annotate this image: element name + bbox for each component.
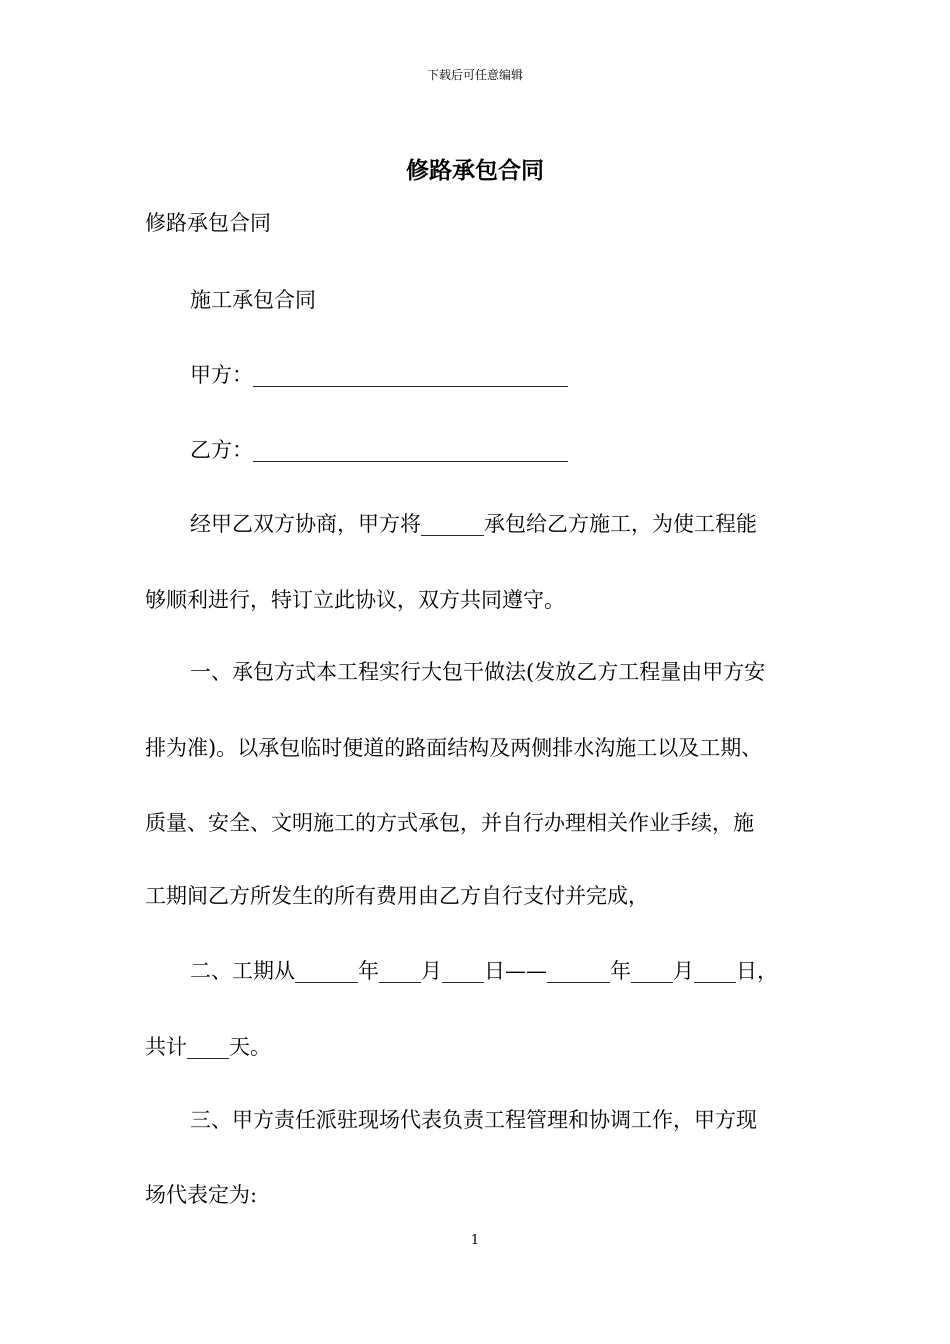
body-line: 工期间乙方所发生的所有费用由乙方自行支付并完成， <box>145 884 649 908</box>
document-title: 修路承包合同 <box>406 157 544 184</box>
body-line: 场代表定为: <box>145 1183 258 1207</box>
body-line-contract-type: 施工承包合同 <box>190 288 316 312</box>
body-line: 共计____天。 <box>145 1035 271 1059</box>
page-header: 下载后可任意编辑 <box>426 68 523 82</box>
body-line: 够顺利进行，特订立此协议，双方共同遵守。 <box>145 588 565 612</box>
body-line: 经甲乙双方协商，甲方将______承包给乙方施工，为使工程能 <box>190 512 757 536</box>
party-b-line: 乙方：______________________________ <box>190 438 568 462</box>
body-line: 二、工期从______年____月____日——______年____月____日， <box>190 959 778 983</box>
body-line: 三、甲方责任派驻现场代表负责工程管理和协调工作，甲方现 <box>190 1108 757 1132</box>
body-line: 一、承包方式本工程实行大包干做法(发放乙方工程量由甲方安 <box>190 660 766 684</box>
party-a-line: 甲方：______________________________ <box>190 363 568 387</box>
body-line: 质量、安全、文明施工的方式承包，并自行办理相关作业手续，施 <box>145 811 754 835</box>
body-line: 排为准)。以承包临时便道的路面结构及两侧排水沟施工以及工期、 <box>145 736 763 760</box>
page-number: 1 <box>470 1233 480 1248</box>
body-line-subtitle: 修路承包合同 <box>145 211 271 235</box>
